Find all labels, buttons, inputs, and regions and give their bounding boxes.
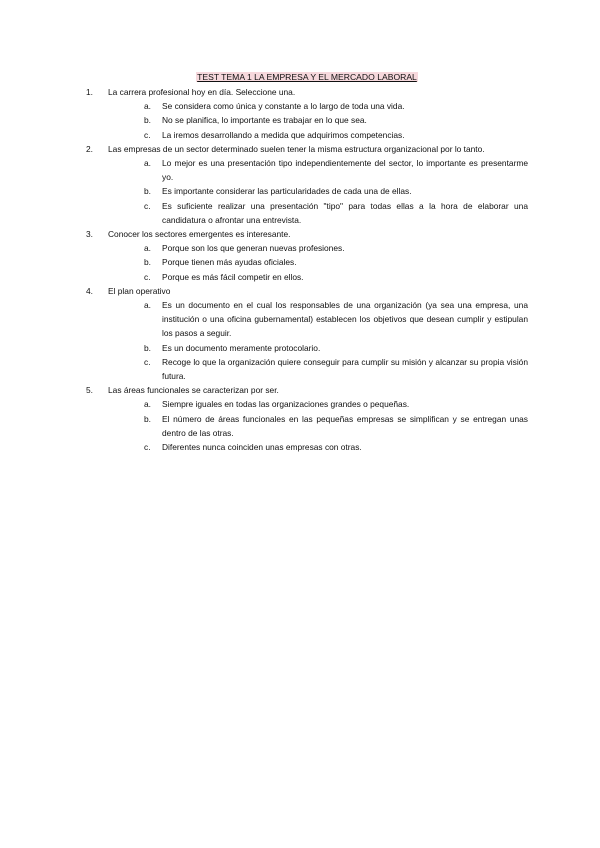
option-item — [144, 355, 528, 383]
question-text: El plan operativo — [108, 285, 171, 296]
question-text: Conocer los sectores emergentes es interesante. — [108, 229, 291, 240]
option-letter: a. — [144, 399, 151, 410]
option-letter: b. — [144, 342, 151, 353]
question-item — [86, 85, 528, 142]
option-letter: a. — [144, 300, 151, 311]
question-number: 4. — [86, 285, 93, 296]
option-text: La iremos desarrollando a medida que adquirimos competencias. — [162, 129, 405, 140]
option-item — [144, 397, 528, 411]
option-text: Porque son los que generan nuevas profesiones. — [162, 243, 345, 254]
option-letter: b. — [144, 257, 151, 268]
document-title-text: TEST TEMA 1 LA EMPRESA Y EL MERCADO LABORAL — [197, 72, 417, 82]
option-letter: b. — [144, 115, 151, 126]
option-text: Es suficiente realizar una presentación "tipo" para todas ellas a la hora de elaborar una candidatura o afrontar una entrevista. — [162, 200, 528, 225]
option-letter: c. — [144, 271, 151, 282]
option-letter: c. — [144, 356, 151, 367]
question-number: 2. — [86, 143, 93, 154]
option-letter: a. — [144, 101, 151, 112]
option-item — [144, 270, 528, 284]
option-text: Diferentes nunca coinciden unas empresas con otras. — [162, 442, 362, 453]
option-text: Es un documento meramente protocolario. — [162, 342, 321, 353]
question-item — [86, 284, 528, 383]
question-number: 5. — [86, 385, 93, 396]
option-list — [108, 397, 528, 454]
question-text: Las áreas funcionales se caracterizan por ser. — [108, 385, 279, 396]
option-letter: c. — [144, 200, 151, 211]
option-letter: c. — [144, 442, 151, 453]
option-text: Es importante considerar las particularidades de cada una de ellas. — [162, 186, 412, 197]
option-list — [108, 99, 528, 142]
document-title — [86, 71, 528, 83]
option-item — [144, 412, 528, 440]
question-text: La carrera profesional hoy en día. Seleccione una. — [108, 87, 296, 97]
option-letter: a. — [144, 158, 151, 169]
option-text: Porque es más fácil competir en ellos. — [162, 271, 304, 282]
option-item — [144, 99, 528, 113]
option-list — [108, 298, 528, 383]
option-item — [144, 128, 528, 142]
option-list — [108, 241, 528, 284]
question-number: 3. — [86, 229, 93, 240]
question-item — [86, 142, 528, 227]
question-text: Las empresas de un sector determinado suelen tener la misma estructura organizacional por lo tanto. — [108, 143, 485, 154]
option-text: Siempre iguales en todas las organizaciones grandes o pequeñas. — [162, 399, 410, 410]
option-item — [144, 255, 528, 269]
question-item — [86, 383, 528, 454]
option-item — [144, 241, 528, 255]
option-item — [144, 199, 528, 227]
option-item — [144, 440, 528, 454]
option-item — [144, 113, 528, 127]
option-list — [108, 156, 528, 227]
option-item — [144, 298, 528, 341]
option-text: El número de áreas funcionales en las pequeñas empresas se simplifican y se entregan unas dentro de las otras. — [162, 413, 528, 438]
option-letter: c. — [144, 129, 151, 140]
question-number: 1. — [86, 87, 93, 97]
option-item — [144, 184, 528, 198]
option-letter: a. — [144, 243, 151, 254]
option-item — [144, 156, 528, 184]
option-letter: b. — [144, 413, 151, 424]
question-item — [86, 227, 528, 284]
option-text: Recoge lo que la organización quiere conseguir para cumplir su misión y alcanzar su propia visión futura. — [162, 356, 528, 382]
option-text: Porque tienen más ayudas oficiales. — [162, 257, 297, 268]
option-item — [144, 341, 528, 355]
option-text: Se considera como única y constante a lo largo de toda una vida. — [162, 101, 405, 112]
option-text: No se planifica, lo importante es trabajar en lo que sea. — [162, 115, 367, 126]
option-letter: b. — [144, 186, 151, 197]
question-list — [86, 85, 528, 454]
option-text: Lo mejor es una presentación tipo independientemente del sector, lo importante es presentarme yo. — [162, 158, 528, 183]
option-text: Es un documento en el cual los responsables de una organización (ya sea una empresa, una institución o una oficina gubernamental) establecen los objetivos que desean cumplir y estipulan los pasos a seguir. — [162, 300, 528, 339]
